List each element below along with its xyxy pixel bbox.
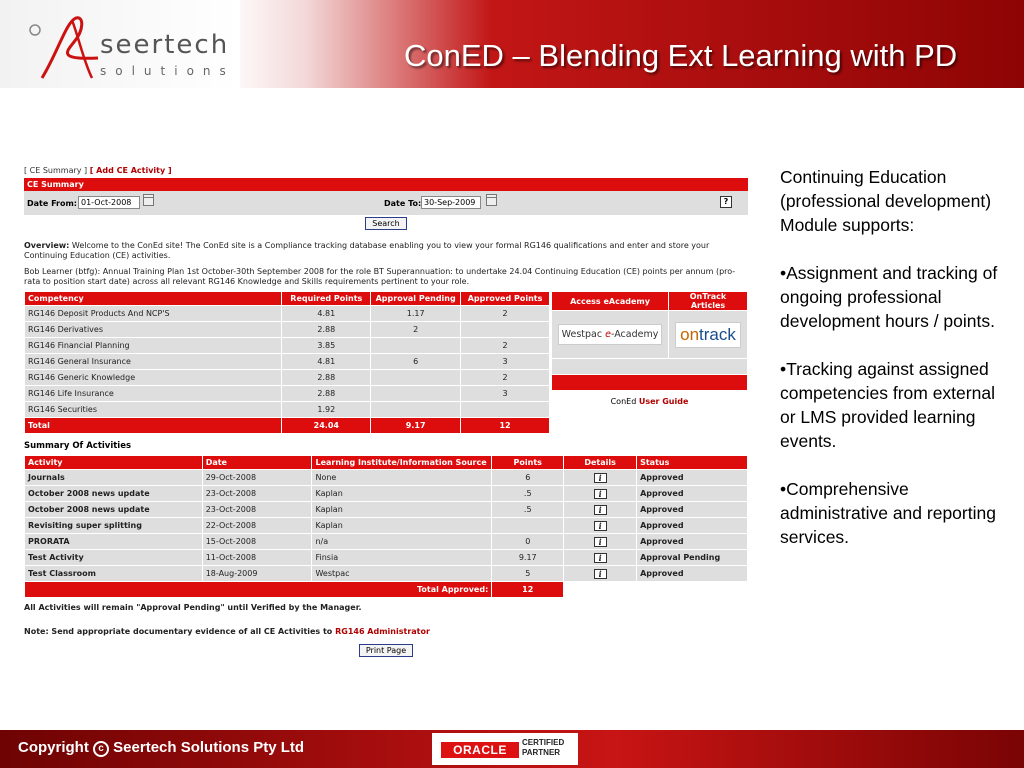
total-approved-row	[25, 582, 748, 598]
activity-date: 18-Aug-2009	[202, 566, 312, 582]
westpac-cell	[552, 311, 669, 359]
competency-value	[461, 322, 550, 338]
activity-source: None	[312, 470, 492, 486]
competency-row	[25, 402, 550, 418]
activity-date: 23-Oct-2008	[202, 486, 312, 502]
overview-text: Welcome to the ConEd site! The ConEd site is a Compliance tracking database enabling you to view your formal RG146 qualifications and enter and store your Continuing Education (CE) activities.	[24, 241, 710, 260]
info-icon[interactable]: i	[594, 569, 607, 579]
competency-value: 3.85	[282, 338, 371, 354]
notes-intro: Continuing Education (professional development) Module supports:	[780, 167, 992, 235]
date-filter-bar	[24, 191, 748, 215]
competency-value: 3	[461, 386, 550, 402]
competency-name: RG146 Life Insurance	[25, 386, 282, 402]
overview-paragraph	[24, 241, 748, 261]
details-cell	[564, 566, 637, 582]
oracle-partner-badge	[432, 733, 578, 765]
copyright-text: Seertech Solutions Pty Ltd	[113, 739, 305, 756]
activities-table	[24, 455, 748, 598]
ontrack-header: OnTrack Articles	[669, 292, 748, 311]
competency-value: 4.81	[282, 354, 371, 370]
activity-source: Finsia	[312, 550, 492, 566]
help-icon[interactable]: ?	[720, 196, 732, 208]
details-cell	[564, 518, 637, 534]
activity-name: Revisiting super splitting	[25, 518, 203, 534]
competency-total-cell: 24.04	[282, 418, 371, 434]
competency-value: 2	[461, 338, 550, 354]
search-row	[24, 215, 748, 233]
competency-value	[371, 402, 461, 418]
competency-name: RG146 Financial Planning	[25, 338, 282, 354]
total-empty-cell	[637, 582, 748, 598]
activity-date: 23-Oct-2008	[202, 502, 312, 518]
competency-value: 2	[461, 306, 550, 322]
copyright-symbol-icon: c	[93, 741, 109, 757]
evidence-note	[24, 627, 748, 637]
activity-date: 22-Oct-2008	[202, 518, 312, 534]
competency-name: RG146 General Insurance	[25, 354, 282, 370]
competency-value	[461, 402, 550, 418]
competency-name: RG146 Derivatives	[25, 322, 282, 338]
copyright	[18, 739, 304, 757]
access-panel	[551, 291, 748, 406]
logo-word-solutions: solutions	[100, 64, 235, 78]
activity-name: October 2008 news update	[25, 502, 203, 518]
col-source: Learning Institute/Information Source	[312, 456, 492, 470]
logo-swoosh-icon	[28, 12, 108, 82]
top-links	[24, 164, 748, 178]
activity-row	[25, 470, 748, 486]
summary-title: Summary Of Activities	[24, 441, 132, 451]
ce-summary-link[interactable]: [ CE Summary ]	[24, 166, 88, 175]
date-from-calendar-icon[interactable]	[143, 194, 154, 206]
col-approval-pending: Approval Pending	[371, 292, 461, 306]
competency-total-cell: Total	[25, 418, 282, 434]
competency-header-row	[25, 292, 550, 306]
notes-bullet-3: •Comprehensive administrative and reporting services.	[780, 479, 996, 547]
activity-name: Test Classroom	[25, 566, 203, 582]
access-table	[551, 291, 748, 391]
activity-status: Approved	[637, 518, 748, 534]
competency-row	[25, 322, 550, 338]
activity-points	[492, 518, 564, 534]
slide-footer	[0, 730, 1024, 768]
activity-status: Approved	[637, 470, 748, 486]
activity-points: .5	[492, 502, 564, 518]
activity-source: Kaplan	[312, 502, 492, 518]
activity-row	[25, 566, 748, 582]
competency-row	[25, 306, 550, 322]
oracle-partner-text: PARTNER	[522, 748, 561, 757]
info-icon[interactable]: i	[594, 473, 607, 483]
print-row	[24, 644, 748, 657]
col-required-points: Required Points	[282, 292, 371, 306]
competency-value	[371, 370, 461, 386]
competency-name: RG146 Securities	[25, 402, 282, 418]
coned-screenshot	[24, 164, 748, 657]
oracle-logo: ORACLE	[441, 742, 519, 758]
print-page-button[interactable]: Print Page	[359, 644, 413, 657]
col-details: Details	[564, 456, 637, 470]
activity-status: Approved	[637, 502, 748, 518]
activity-row	[25, 502, 748, 518]
competency-value: 2.88	[282, 386, 371, 402]
ontrack-logo[interactable]: ontrack	[675, 322, 741, 348]
activities-header-row	[25, 456, 748, 470]
user-guide-prefix: ConEd	[610, 397, 637, 406]
date-to-label: Date To:	[384, 199, 422, 208]
activity-row	[25, 550, 748, 566]
search-button[interactable]: Search	[365, 217, 406, 230]
competency-row	[25, 370, 550, 386]
col-points: Points	[492, 456, 564, 470]
total-approved-value: 12	[492, 582, 564, 598]
competency-row	[25, 354, 550, 370]
activity-status: Approved	[637, 566, 748, 582]
activity-date: 15-Oct-2008	[202, 534, 312, 550]
activity-row	[25, 486, 748, 502]
activity-name: October 2008 news update	[25, 486, 203, 502]
activity-date: 11-Oct-2008	[202, 550, 312, 566]
evidence-note-text: Note: Send appropriate documentary evidence of all CE Activities to	[24, 627, 333, 636]
info-icon[interactable]: i	[594, 521, 607, 531]
date-to-input[interactable]: 30-Sep-2009	[421, 196, 481, 209]
activity-row	[25, 518, 748, 534]
col-activity: Activity	[25, 456, 203, 470]
slide-title: ConED – Blending Ext Learning with PD	[404, 38, 958, 73]
info-icon[interactable]: i	[594, 505, 607, 515]
notes-bullet-2: •Tracking against assigned competencies from external or LMS provided learning events.	[780, 359, 995, 451]
activity-points: 0	[492, 534, 564, 550]
activity-source: Kaplan	[312, 486, 492, 502]
activity-status: Approved	[637, 534, 748, 550]
details-cell	[564, 486, 637, 502]
info-icon[interactable]: i	[594, 537, 607, 547]
user-guide-line	[551, 397, 748, 406]
add-ce-activity-link[interactable]: [ Add CE Activity ]	[89, 166, 172, 175]
ce-summary-header: CE Summary	[24, 178, 748, 191]
competency-total-row	[25, 418, 550, 434]
competency-total-cell: 12	[461, 418, 550, 434]
info-icon[interactable]: i	[594, 553, 607, 563]
activity-source: Westpac	[312, 566, 492, 582]
competency-value: 2.88	[282, 322, 371, 338]
details-cell	[564, 550, 637, 566]
activity-points: .5	[492, 486, 564, 502]
col-approved-points: Approved Points	[461, 292, 550, 306]
activity-source: n/a	[312, 534, 492, 550]
col-date: Date	[202, 456, 312, 470]
notes-bullet-1: •Assignment and tracking of ongoing professional development hours / points.	[780, 263, 998, 331]
activity-status: Approval Pending	[637, 550, 748, 566]
westpac-eacademy-logo[interactable]: Westpac e-Academy	[558, 324, 663, 345]
activity-status: Approved	[637, 486, 748, 502]
col-status: Status	[637, 456, 748, 470]
overview-label: Overview:	[24, 241, 70, 250]
user-guide-link[interactable]: User Guide	[638, 397, 689, 406]
total-approved-label: Total Approved:	[25, 582, 492, 598]
oracle-certified-text: CERTIFIED	[522, 738, 565, 747]
total-empty-cell	[564, 582, 637, 598]
slide-notes	[780, 165, 1010, 573]
competency-value: 6	[371, 354, 461, 370]
activity-points: 5	[492, 566, 564, 582]
access-spacer-row	[552, 359, 748, 375]
oracle-certification	[522, 738, 564, 758]
competency-value: 2.88	[282, 370, 371, 386]
competency-section	[24, 291, 748, 437]
competency-total-cell: 9.17	[371, 418, 461, 434]
col-competency: Competency	[25, 292, 282, 306]
details-cell	[564, 534, 637, 550]
seertech-logo	[28, 12, 235, 82]
activity-date: 29-Oct-2008	[202, 470, 312, 486]
competency-name: RG146 Generic Knowledge	[25, 370, 282, 386]
activity-points: 6	[492, 470, 564, 486]
activity-name: Test Activity	[25, 550, 203, 566]
competency-value: 3	[461, 354, 550, 370]
ontrack-cell	[669, 311, 748, 359]
activity-name: PRORATA	[25, 534, 203, 550]
competency-name: RG146 Deposit Products And NCP'S	[25, 306, 282, 322]
competency-row	[25, 338, 550, 354]
activity-row	[25, 534, 748, 550]
competency-row	[25, 386, 550, 402]
competency-value	[371, 338, 461, 354]
competency-value	[371, 386, 461, 402]
competency-value: 4.81	[282, 306, 371, 322]
access-footer-bar	[552, 375, 748, 391]
approval-note: All Activities will remain "Approval Pending" until Verified by the Manager.	[24, 603, 362, 612]
access-eacademy-header: Access eAcademy	[552, 292, 669, 311]
activity-source: Kaplan	[312, 518, 492, 534]
details-cell	[564, 470, 637, 486]
competency-value: 1.17	[371, 306, 461, 322]
competency-value: 1.92	[282, 402, 371, 418]
copyright-prefix: Copyright	[18, 739, 89, 756]
training-plan-text: Bob Learner (btfg): Annual Training Plan 1st October-30th September 2008 for the role BT Superannuation: to undertake 24.04 Continuing Education (CE) points per annum (pro-rata to position start date) across all relevant RG146 Knowledge and Skills requirements pertinent to your role.	[24, 267, 736, 286]
date-from-label: Date From:	[27, 199, 78, 208]
date-to-calendar-icon[interactable]	[486, 194, 497, 206]
competency-value: 2	[371, 322, 461, 338]
info-icon[interactable]: i	[594, 489, 607, 499]
competency-table	[24, 291, 550, 434]
competency-value: 2	[461, 370, 550, 386]
details-cell	[564, 502, 637, 518]
rg146-admin-link[interactable]: RG146 Administrator	[335, 627, 430, 636]
logo-word-seertech: seertech	[100, 30, 230, 60]
activity-name: Journals	[25, 470, 203, 486]
slide-header	[0, 0, 1024, 88]
activity-points: 9.17	[492, 550, 564, 566]
date-from-input[interactable]: 01-Oct-2008	[78, 196, 140, 209]
